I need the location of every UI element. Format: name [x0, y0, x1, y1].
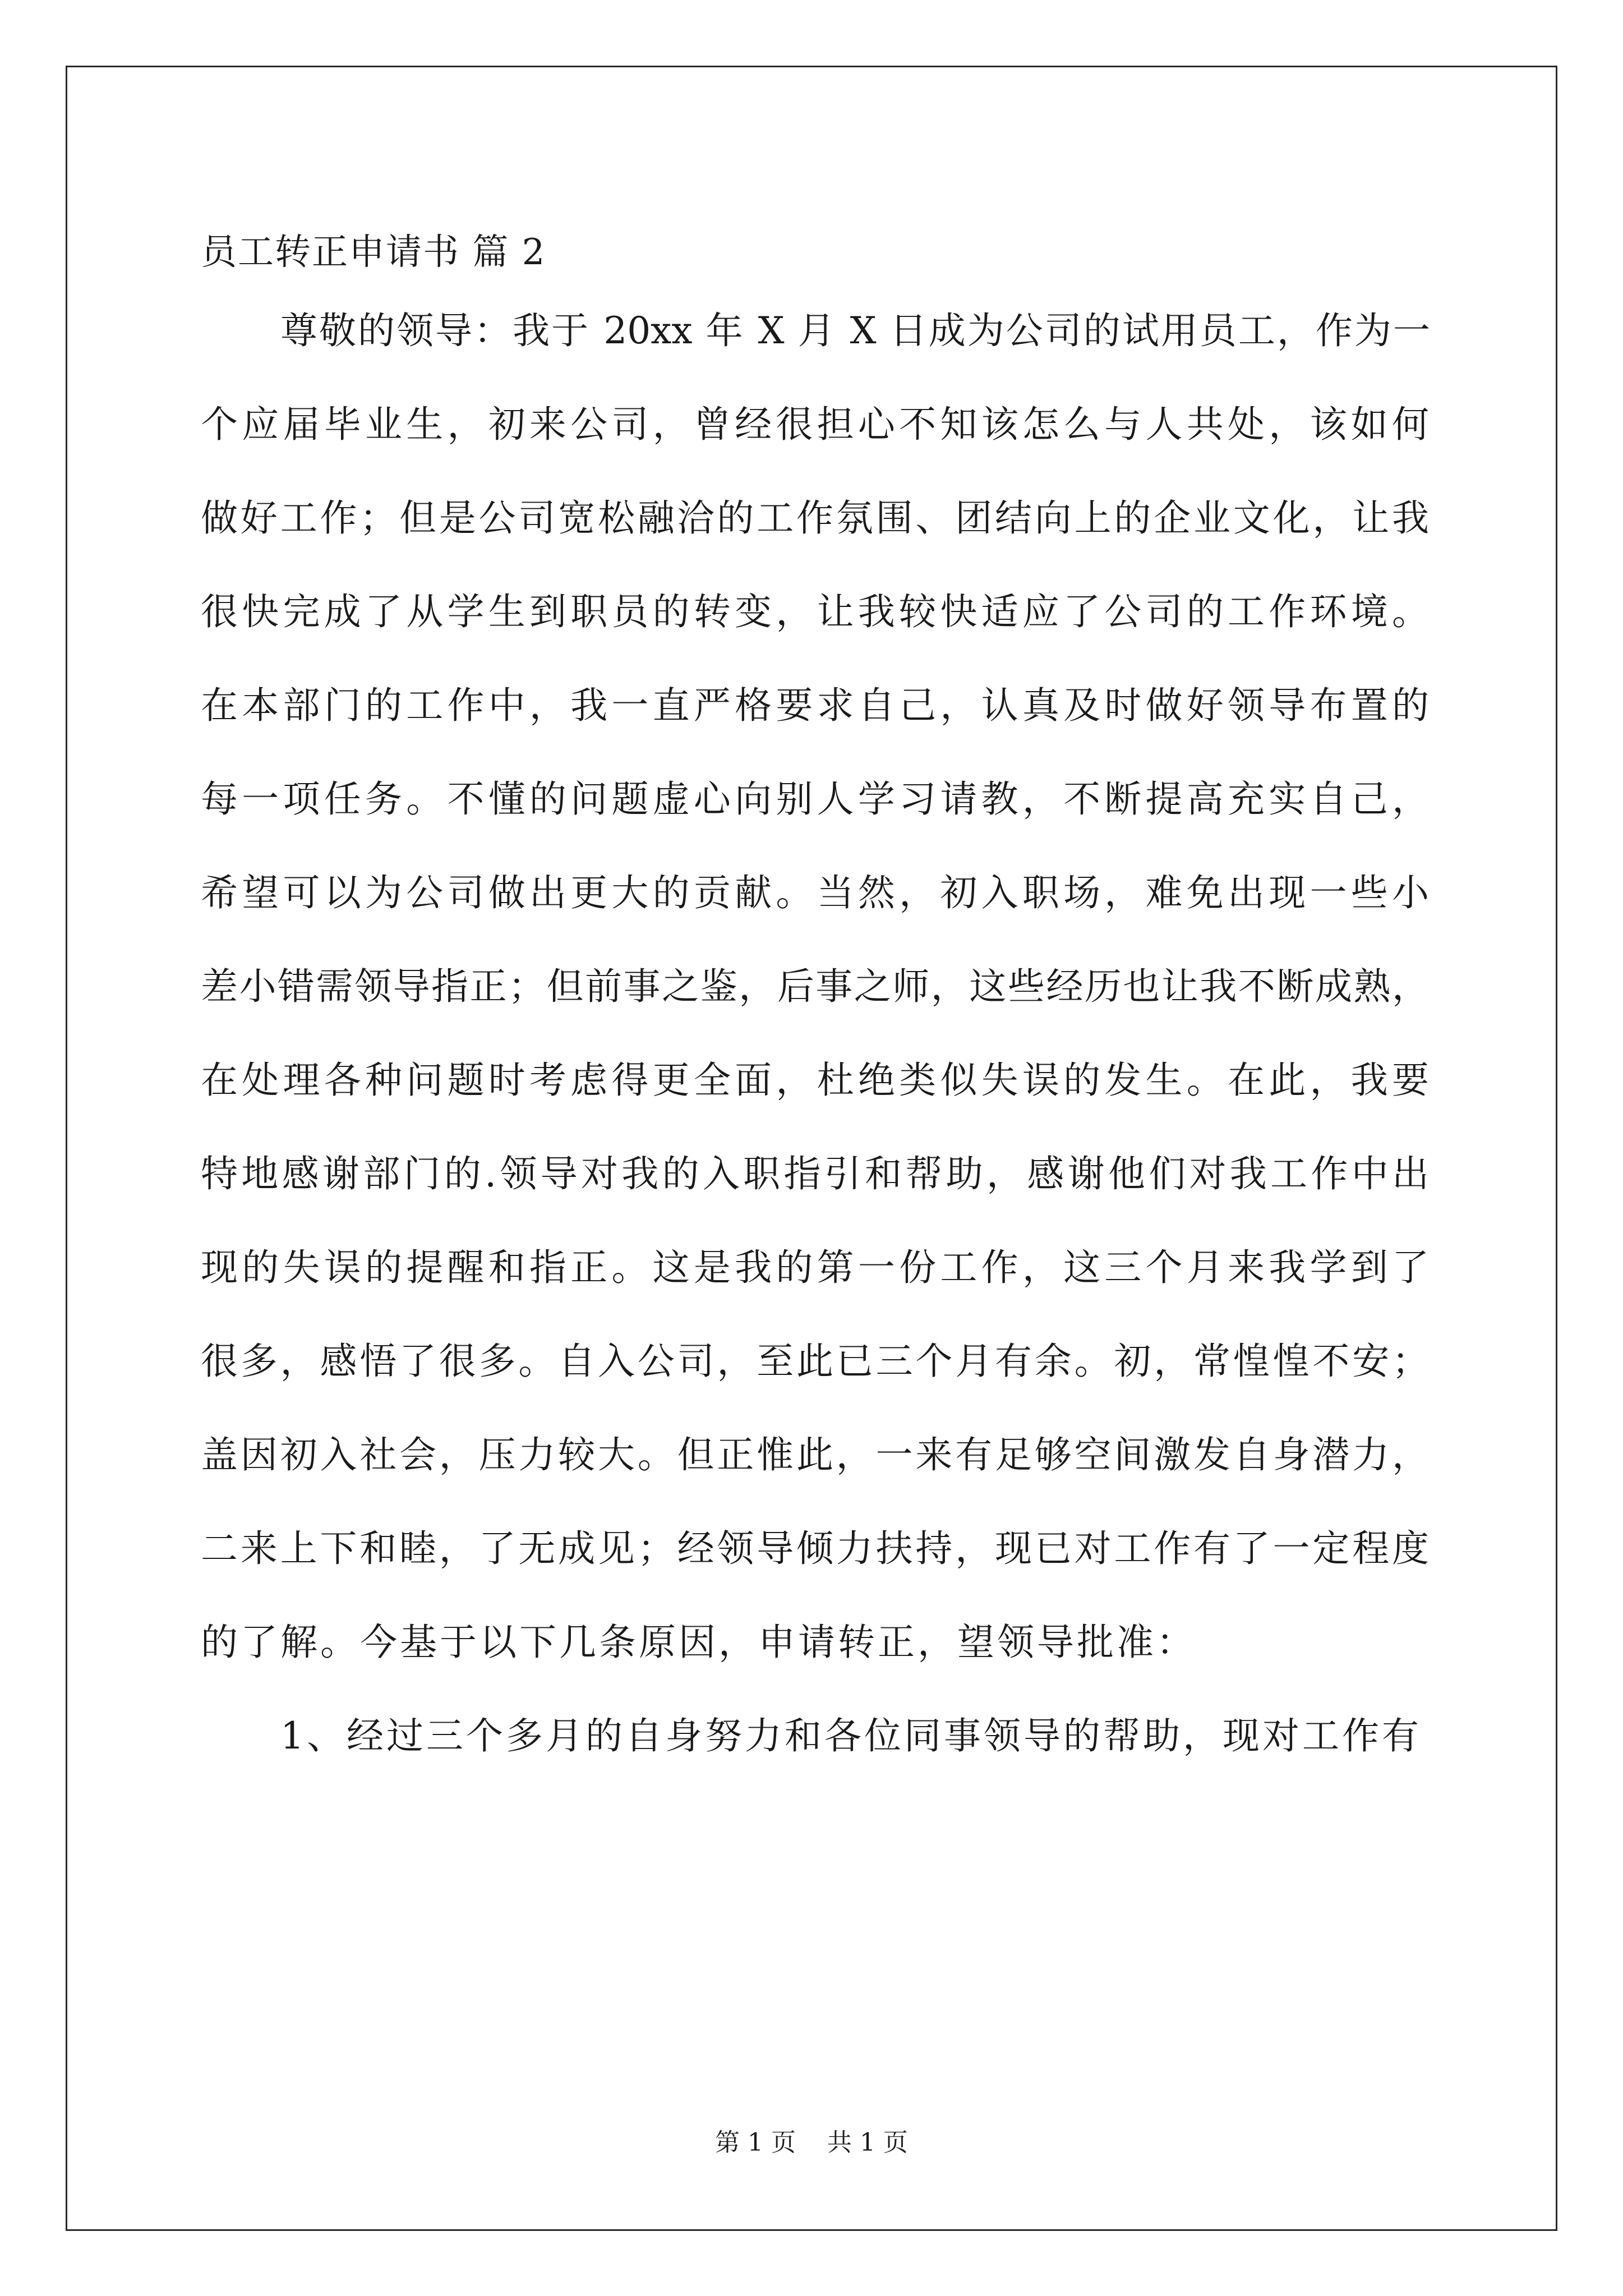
paragraph-line: 希望可以为公司做出更大的贡献。当然，初入职场，难免出现一些小	[201, 871, 1429, 914]
paragraph-line: 特地感谢部门的.领导对我的入职指引和帮助，感谢他们对我工作中出	[201, 1152, 1429, 1195]
paragraph-line: 盖因初入社会，压力较大。但正惟此，一来有足够空间激发自身潜力，	[201, 1433, 1429, 1476]
paragraph-line: 在本部门的工作中，我一直严格要求自己，认真及时做好领导布置的	[201, 684, 1429, 727]
paragraph-line: 的了解。今基于以下几条原因，申请转正，望领导批准：	[201, 1621, 1196, 1664]
paragraph-line: 个应届毕业生，初来公司，曾经很担心不知该怎么与人共处，该如何	[201, 403, 1429, 446]
paragraph-line: 每一项任务。不懂的问题虚心向别人学习请教，不断提高充实自己，	[201, 777, 1429, 821]
paragraph-line: 很快完成了从学生到职员的转变，让我较快适应了公司的工作环境。	[201, 590, 1429, 633]
paragraph-line: 差小错需领导指正；但前事之鉴，后事之师，这些经历也让我不断成熟，	[201, 965, 1429, 1008]
page-footer: 第 1 页 共 1 页	[715, 2128, 908, 2157]
list-item-line: 1、经过三个多月的自身努力和各位同事领导的帮助，现对工作有	[280, 1714, 1422, 1757]
paragraph-line: 尊敬的领导：我于 20xx 年 X 月 X 日成为公司的试用员工，作为一	[280, 309, 1430, 352]
document-title: 员工转正申请书 篇 2	[201, 232, 546, 273]
paragraph-line: 二来上下和睦，了无成见；经领导倾力扶持，现已对工作有了一定程度	[201, 1527, 1429, 1570]
paragraph-line: 做好工作；但是公司宽松融洽的工作氛围、团结向上的企业文化，让我	[201, 496, 1429, 540]
paragraph-line: 现的失误的提醒和指正。这是我的第一份工作，这三个月来我学到了	[201, 1246, 1429, 1289]
paragraph-line: 在处理各种问题时考虑得更全面，杜绝类似失误的发生。在此，我要	[201, 1059, 1429, 1102]
paragraph-line: 很多，感悟了很多。自入公司，至此已三个月有余。初，常惶惶不安；	[201, 1340, 1429, 1383]
